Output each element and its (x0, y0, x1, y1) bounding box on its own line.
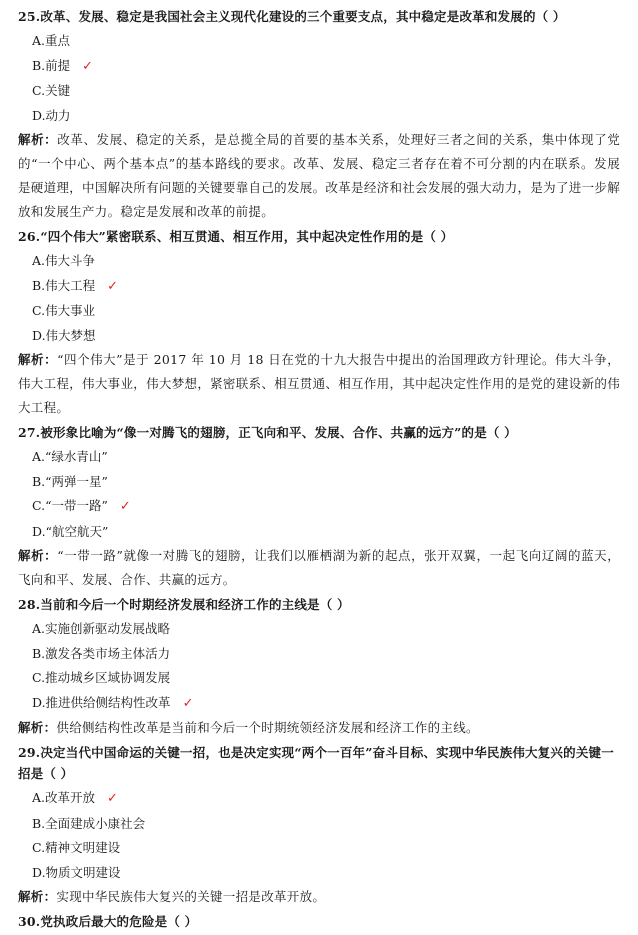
option-d: D.物质文明建设 (32, 864, 121, 880)
option-a: A.改革开放 ✓ (18, 786, 620, 812)
analysis-text: 解析：“一带一路”就像一对腾飞的翅膀，让我们以雁栖湖为新的起点，张开双翼，一起飞向辽阔的蓝天，飞向和平、发展、合作、共赢的远方。 (18, 548, 621, 587)
analysis-label: 解析： (18, 548, 58, 563)
analysis-text: 解析：实现中华民族伟大复兴的关键一招是改革开放。 (18, 889, 326, 904)
question-text: 27.被形象比喻为“像一对腾飞的翅膀，正飞向和平、发展、合作、共赢的远方”的是（ ） (18, 425, 517, 440)
option-a: A.伟大斗争 (32, 253, 96, 268)
analysis-text: 解析：“四个伟大”是于 2017 年 10 月 18 日在党的十九大报告中提出的治国理政方针理论。伟大斗争，伟大工程，伟大事业，伟大梦想，紧密联系、相互贯通、相互作用，其中起决定性作用的是党的建设新的伟大工程。 (18, 352, 620, 415)
analysis-label: 解析： (18, 720, 57, 735)
option-d: D.伟大梦想 (32, 327, 96, 343)
question-text: 25.改革、发展、稳定是我国社会主义现代化建设的三个重要支点，其中稳定是改革和发展的（ ） (18, 9, 566, 24)
check-mark-icon: ✓ (119, 499, 131, 514)
question-block-29 (18, 742, 620, 909)
analysis-text: 解析：供给侧结构性改革是当前和今后一个时期统领经济发展和经济工作的主线。 (18, 720, 479, 735)
option-c: C.精神文明建设 (32, 840, 121, 855)
option-b: B.伟大工程 ✓ (18, 274, 620, 300)
option-a: A.实施创新驱动发展战略 (32, 621, 171, 636)
check-mark-icon: ✓ (82, 58, 94, 74)
option-c: C.关键 (32, 83, 71, 98)
question-block-25 (18, 6, 620, 224)
option-a: A.重点 (32, 33, 71, 48)
option-d: D.动力 (32, 107, 71, 123)
option-c: C.伟大事业 (32, 303, 96, 318)
question-text: 28.当前和今后一个时期经济发展和经济工作的主线是（ ） (18, 597, 350, 612)
check-mark-icon: ✓ (107, 278, 119, 294)
option-c: C.推动城乡区域协调发展 (32, 670, 171, 685)
option-b: B.前提 ✓ (18, 54, 620, 80)
analysis-label: 解析： (18, 132, 58, 147)
check-mark-icon: ✓ (182, 695, 194, 711)
question-text: 29.决定当代中国命运的关键一招，也是决定实现“两个一百年”奋斗目标、实现中华民族伟大复兴的关键一招是（ ） (18, 745, 614, 781)
option-b: B.“两弹一星” (32, 473, 108, 489)
question-text: 30.党执政后最大的危险是（ ） (18, 914, 198, 929)
analysis-label: 解析： (18, 352, 58, 367)
option-b: B.全面建成小康社会 (32, 815, 146, 831)
option-c: C.“一带一路” ✓ (18, 494, 620, 520)
question-text: 26.“四个伟大”紧密联系、相互贯通、相互作用，其中起决定性作用的是（ ） (18, 229, 454, 244)
question-block-30 (18, 911, 620, 932)
option-a: A.“绿水青山” (32, 449, 108, 464)
option-d: D.“航空航天” (32, 523, 109, 539)
option-b: B.激发各类市场主体活力 (32, 645, 171, 661)
option-d: D.推进供给侧结构性改革 ✓ (18, 691, 620, 717)
question-block-28 (18, 594, 620, 740)
question-block-26 (18, 226, 620, 420)
check-mark-icon: ✓ (107, 791, 118, 806)
question-block-27 (18, 422, 620, 592)
analysis-text: 解析：改革、发展、稳定的关系，是总揽全局的首要的基本关系，处理好三者之间的关系，集中体现了党的“一个中心、两个基本点”的基本路线的要求。改革、发展、稳定三者存在着不可分割的内在联系。发展是硬道理，中国解决所有问题的关键要靠自己的发展。改革是经济和社会发展的强大动力，是为了进一步解放和发展生产力。稳定是发展和改革的前提。 (18, 132, 620, 219)
analysis-label: 解析： (18, 889, 57, 904)
